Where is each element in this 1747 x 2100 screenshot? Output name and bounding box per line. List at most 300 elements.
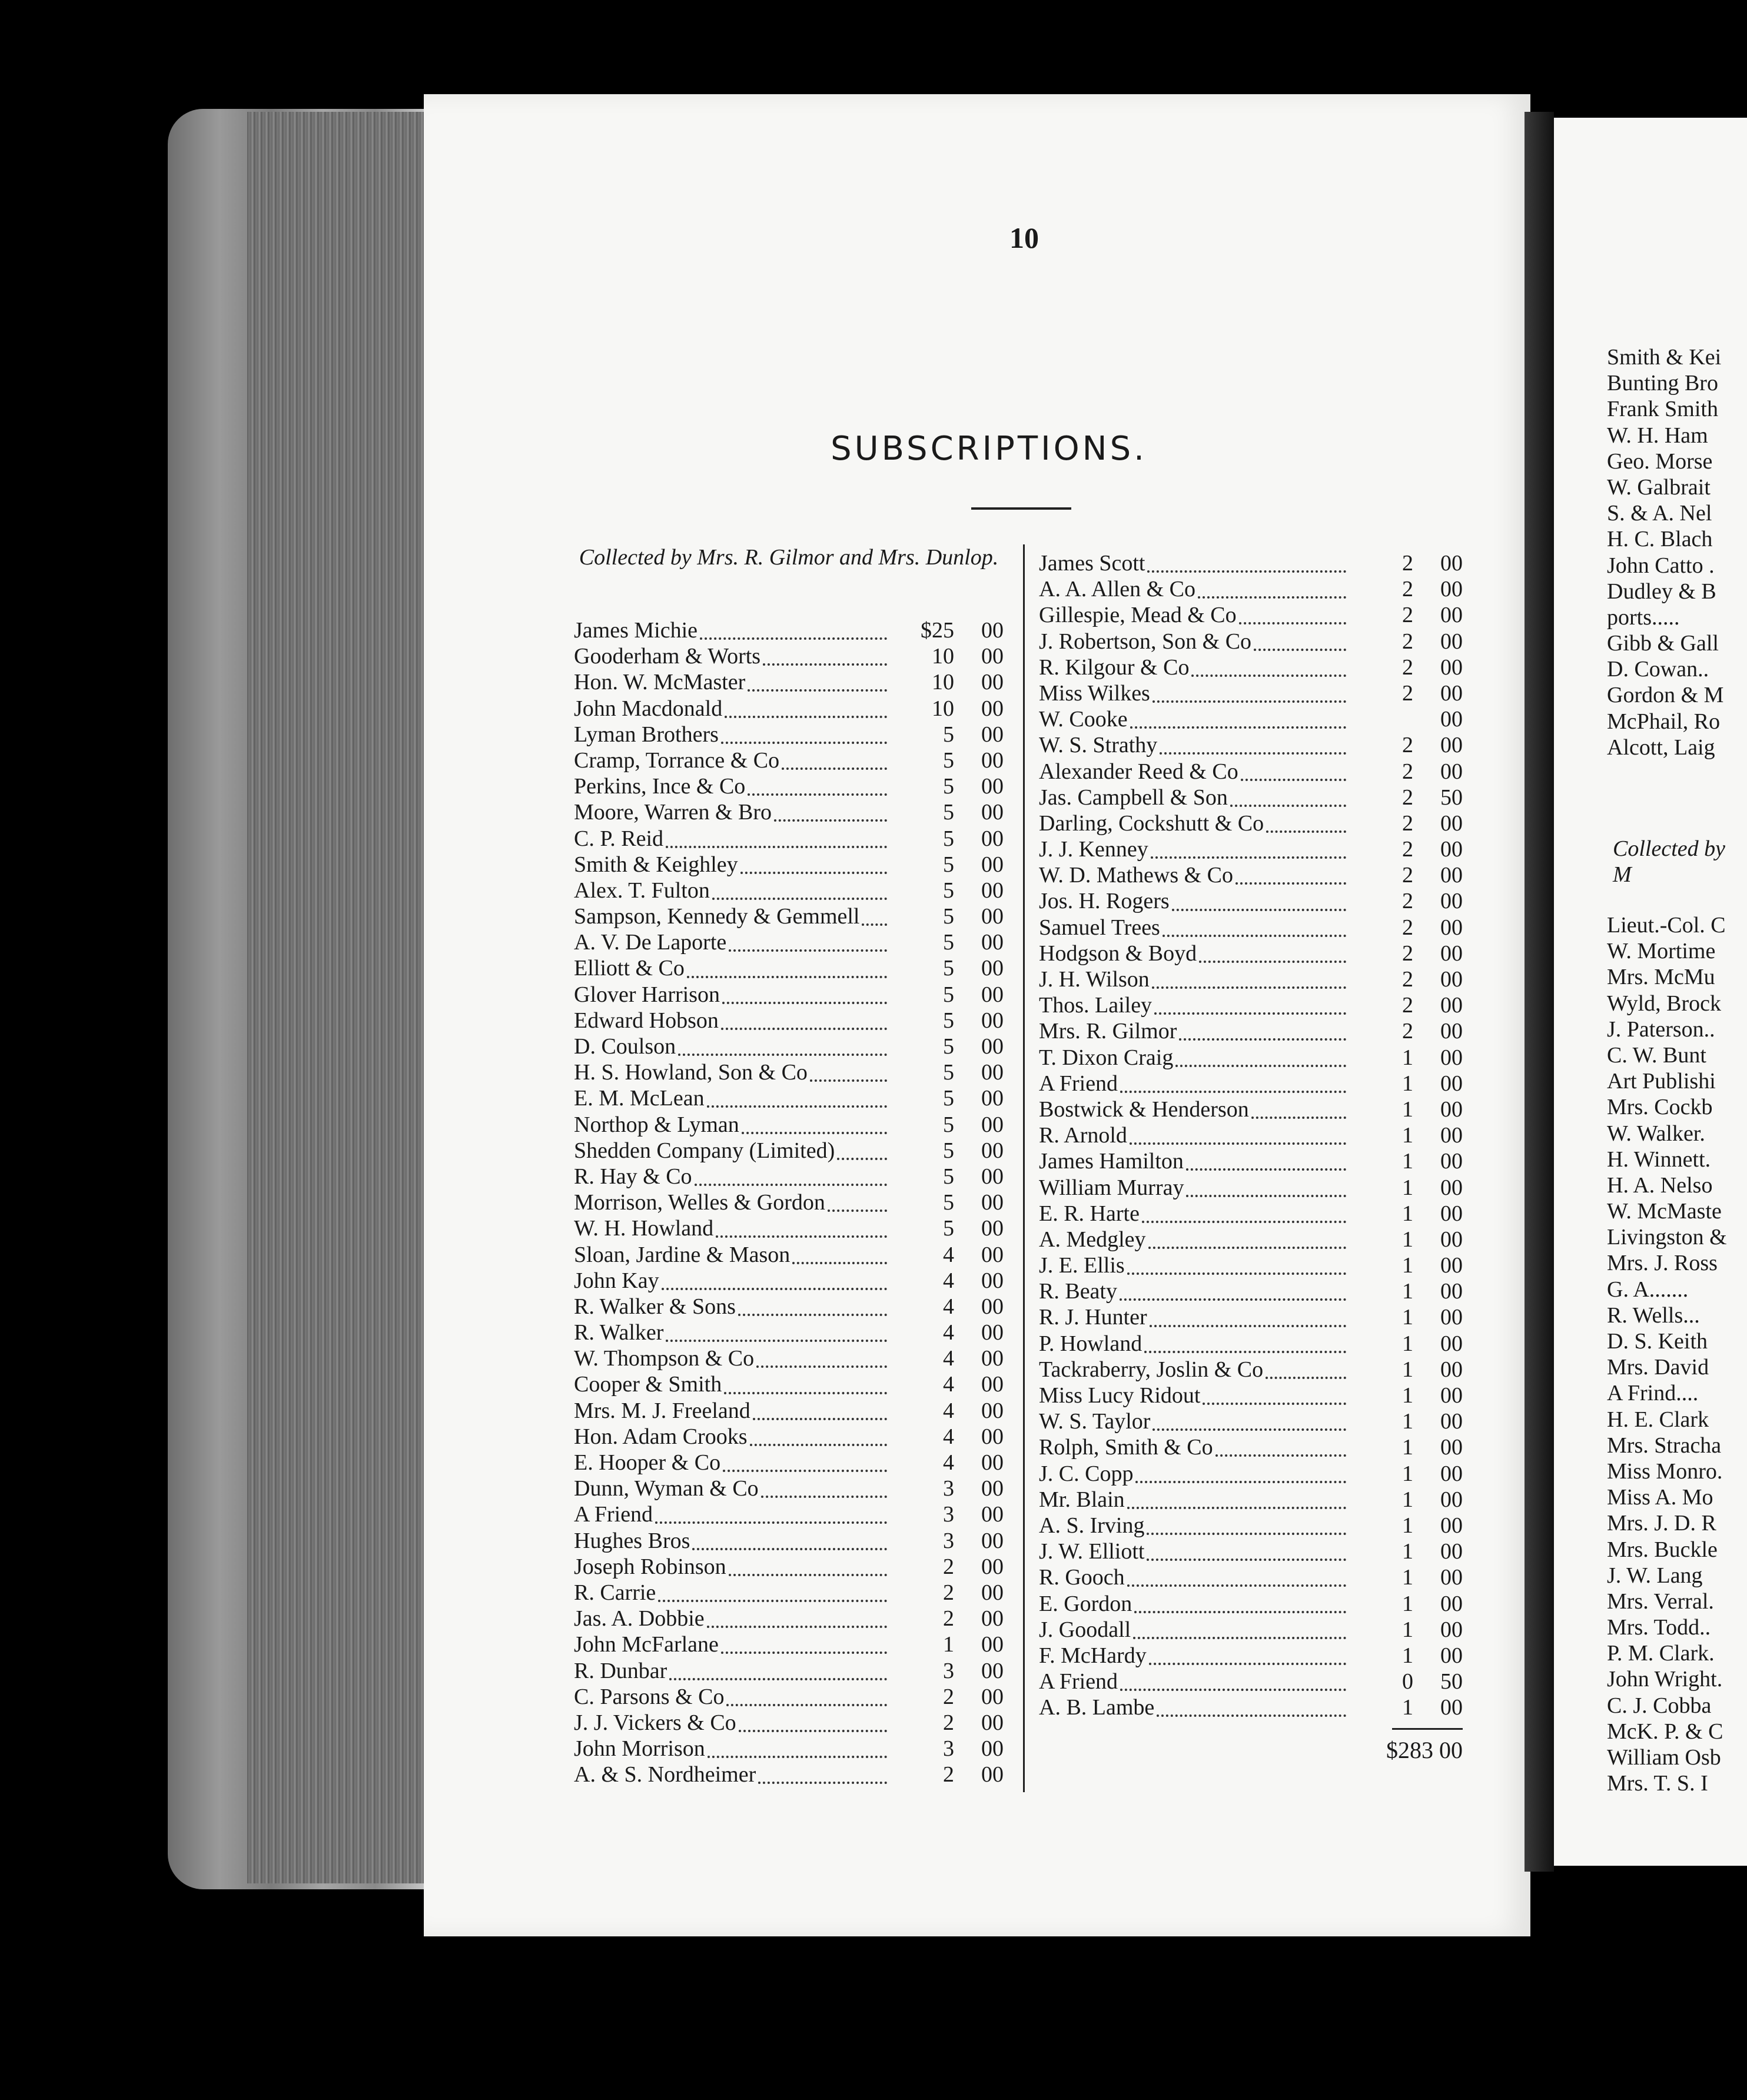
right-page-line: John Wright. [1607,1667,1723,1692]
subscriber-name: W. Thompson & Co [574,1346,755,1371]
subscription-row [1039,1539,1463,1564]
title-rule [971,507,1071,510]
subscription-row [574,799,1004,825]
amount-dollars: 2 [943,1606,954,1632]
amount-dollars: 2 [1402,759,1413,784]
right-page-line: M [1613,862,1632,888]
right-page-line: C. W. Bunt [1607,1042,1706,1068]
subscriber-name: J. J. Kenney [1039,837,1148,862]
dot-leader [774,812,887,822]
dot-leader [716,1228,887,1238]
right-page-line: McPhail, Ro [1607,709,1721,734]
right-page-line: Mrs. Verral. [1607,1589,1714,1614]
subscriber-name: James Michie [574,618,698,643]
subscription-row [1039,1304,1463,1330]
subscription-row [574,1736,1004,1762]
column-total: $283 00 [1386,1737,1463,1763]
amount-dollars: 4 [943,1346,954,1371]
subscription-row [574,1034,1004,1059]
amount-cents: 00 [981,1086,1004,1111]
amount-cents: 00 [981,1216,1004,1241]
right-page-line: C. J. Cobba [1607,1693,1712,1718]
subscription-row [574,617,1004,643]
amount-dollars: 2 [1402,603,1413,628]
subscription-row [574,1059,1004,1085]
dot-leader [837,1151,887,1160]
subscription-row [1039,941,1463,966]
amount-dollars: 2 [1402,577,1413,602]
right-page [1554,118,1747,1866]
dot-leader [761,1488,887,1498]
amount-dollars: 3 [943,1502,954,1527]
subscription-row [1039,1694,1463,1720]
amount-dollars: 5 [943,1086,954,1111]
dot-leader [662,1281,887,1290]
subscription-row [1039,915,1463,941]
amount-dollars: 4 [943,1294,954,1319]
subscription-row [1039,1175,1463,1201]
subscriber-name: Miss Lucy Ridout [1039,1383,1201,1408]
subscription-row [574,955,1004,981]
dot-leader [712,890,887,900]
book-gutter [1525,112,1554,1872]
right-page-collector [1613,836,1725,888]
amount-dollars: 1 [1402,1253,1413,1278]
dot-leader [810,1072,887,1082]
subscription-row [574,1528,1004,1554]
amount-dollars: 1 [1402,1487,1413,1512]
subscriber-name: Mrs. R. Gilmor [1039,1019,1177,1044]
subscriber-name: E. Gordon [1039,1591,1132,1616]
amount-dollars: 2 [943,1580,954,1605]
dot-leader [721,1644,887,1654]
amount-cents: 00 [981,747,1004,773]
subscription-row [1039,1434,1463,1460]
amount-cents: 00 [981,1034,1004,1059]
right-page-line: Wyld, Brock [1607,991,1722,1016]
subscriber-name: W. Cooke [1039,707,1128,732]
amount-dollars: 2 [1402,993,1413,1018]
subscription-row [574,1215,1004,1241]
amount-cents: 00 [981,1658,1004,1683]
subscriber-name: R. Gooch [1039,1565,1125,1590]
amount-dollars: 5 [943,1164,954,1189]
right-page-line: H. C. Blach [1607,527,1713,552]
right-page-line: R. Wells... [1607,1302,1700,1328]
dot-leader [692,1541,887,1550]
amount-cents: 00 [1440,1253,1463,1278]
dot-leader [1198,589,1346,599]
subscription-row [1039,706,1463,732]
amount-dollars: 1 [1402,1591,1413,1616]
subscriber-name: T. Dixon Craig [1039,1045,1174,1070]
subscriber-name: A. S. Irving [1039,1513,1145,1538]
amount-cents: 00 [1440,1409,1463,1434]
subscriber-name: Jos. H. Rogers [1039,889,1170,914]
dot-leader [708,1749,887,1758]
amount-cents: 00 [981,1606,1004,1632]
subscription-row [1039,576,1463,602]
subscription-row [1039,1591,1463,1617]
amount-dollars: 10 [932,644,954,669]
amount-dollars: 2 [943,1762,954,1787]
amount-cents: 00 [1440,629,1463,654]
amount-cents: 00 [981,1242,1004,1267]
subscriber-name: Bostwick & Henderson [1039,1096,1249,1122]
amount-cents: 00 [981,904,1004,929]
subscriber-name: Cooper & Smith [574,1372,722,1397]
subscriber-name: W. D. Mathews & Co [1039,863,1234,888]
subscription-row [1039,680,1463,706]
dot-leader [750,1437,888,1446]
dot-leader [1120,1291,1346,1301]
subscriber-name: John Morrison [574,1736,705,1762]
subscriber-name: Glover Harrison [574,982,720,1007]
subscriber-name: C. P. Reid [574,826,664,851]
amount-dollars: 3 [943,1476,954,1501]
subscription-row [574,696,1004,722]
amount-dollars: 1 [1402,1617,1413,1642]
amount-cents: 00 [981,1632,1004,1657]
subscription-row [1039,759,1463,785]
subscription-row [574,982,1004,1008]
subscriber-name: James Hamilton [1039,1149,1184,1174]
collector-heading: Collected by Mrs. R. Gilmor and Mrs. Dunlop. [579,545,999,570]
subscriber-name: R. Walker [574,1320,664,1345]
dot-leader [1150,1318,1346,1327]
dot-leader [721,735,887,744]
amount-dollars: 5 [943,722,954,747]
dot-leader [1127,1577,1346,1587]
subscription-row [574,1606,1004,1632]
amount-cents: 00 [981,1762,1004,1787]
subscription-row [1039,1461,1463,1487]
dot-leader [666,1333,887,1342]
dot-leader [1152,979,1346,989]
left-subscription-list [574,617,1004,1787]
subscriber-name: Jas. A. Dobbie [574,1606,705,1632]
amount-cents: 00 [981,774,1004,799]
right-page-line: W. Walker. [1607,1121,1705,1146]
amount-dollars: 5 [943,774,954,799]
dot-leader [763,656,887,666]
dot-leader [1127,1500,1346,1509]
dot-leader [1133,1630,1346,1639]
right-page-line: Mrs. T. S. I [1607,1771,1708,1796]
amount-cents: 00 [981,1398,1004,1423]
amount-dollars: 1 [1402,1383,1413,1408]
right-page-line: H. E. Clark [1607,1407,1709,1432]
right-page-line: Alcott, Laig [1607,735,1715,760]
subscriber-name: Miss Wilkes [1039,680,1150,706]
amount-dollars: 1 [1402,1331,1413,1356]
subscription-row [1039,1227,1463,1252]
dot-leader [666,839,887,848]
amount-dollars: 1 [1402,1071,1413,1096]
middle-subscription-list [1039,550,1463,1720]
dot-leader [1175,1058,1346,1067]
amount-cents: 00 [1440,1435,1463,1460]
subscription-row [1039,785,1463,810]
subscription-row [1039,732,1463,758]
amount-cents: 00 [1440,1383,1463,1408]
subscriber-name: H. S. Howland, Son & Co [574,1060,808,1085]
subscriber-name: R. Beaty [1039,1279,1117,1304]
right-page-line: McK. P. & C [1607,1719,1723,1744]
page-number: 10 [1009,221,1039,254]
subscription-row [574,1112,1004,1138]
amount-dollars: 1 [943,1632,954,1657]
dot-leader [1154,1005,1346,1015]
subscriber-name: R. Dunbar [574,1658,667,1683]
amount-dollars: 5 [943,1034,954,1059]
subscription-row [1039,1357,1463,1383]
subscription-row [574,1476,1004,1501]
amount-cents: 00 [1440,863,1463,888]
amount-dollars: 1 [1402,1565,1413,1590]
subscription-row [574,1268,1004,1294]
amount-cents: 00 [981,982,1004,1007]
subscriber-name: J. E. Ellis [1039,1253,1125,1278]
amount-cents: 00 [1440,1461,1463,1486]
subscriber-name: C. Parsons & Co [574,1684,725,1709]
subscription-row [1039,550,1463,576]
subscription-row [574,643,1004,669]
subscription-row [1039,1018,1463,1044]
dot-leader [748,786,887,796]
subscriber-name: R. J. Hunter [1039,1305,1147,1330]
subscription-row [1039,1669,1463,1694]
subscription-row [574,1189,1004,1215]
subscription-row [574,1320,1004,1345]
dot-leader [722,995,887,1004]
subscriber-name: Joseph Robinson [574,1554,726,1579]
right-page-line: W. Mortime [1607,939,1716,964]
subscriber-name: Hodgson & Boyd [1039,941,1197,966]
subscriber-name: D. Coulson [574,1034,676,1059]
amount-cents: 00 [1440,967,1463,992]
amount-cents: 00 [1440,551,1463,576]
subscription-row [574,1554,1004,1580]
subscription-row [1039,992,1463,1018]
subscription-row [574,1398,1004,1424]
right-page-line: W. H. Ham [1607,423,1708,448]
dot-leader [1160,745,1346,755]
dot-leader [729,942,887,952]
amount-cents: 00 [1440,1123,1463,1148]
subscriber-name: William Murray [1039,1175,1184,1200]
amount-dollars: 2 [1402,810,1413,836]
subscriber-name: Alex. T. Fulton [574,878,710,903]
right-page-line: W. McMaste [1607,1199,1722,1224]
subscription-row [574,1008,1004,1034]
amount-dollars: 5 [943,1216,954,1241]
subscriber-name: Alexander Reed & Co [1039,759,1238,784]
dot-leader [1120,1084,1346,1093]
amount-cents: 00 [1440,680,1463,706]
subscriber-name: F. McHardy [1039,1643,1147,1668]
amount-cents: 00 [1440,707,1463,732]
amount-dollars: 2 [943,1684,954,1709]
subscriber-name: J. C. Copp [1039,1461,1134,1486]
subscription-row [1039,966,1463,992]
dot-leader [1266,1370,1346,1379]
subscriber-name: Edward Hobson [574,1008,719,1033]
subscription-row [1039,810,1463,836]
subscriber-name: J. Robertson, Son & Co [1039,629,1252,654]
amount-cents: 00 [1440,1019,1463,1044]
subscription-row [574,929,1004,955]
amount-dollars: 1 [1402,1201,1413,1226]
amount-dollars: 1 [1402,1513,1413,1538]
dot-leader [1186,1161,1346,1171]
sum-rule [1392,1728,1463,1730]
subscription-row [574,852,1004,878]
subscription-row [574,1684,1004,1710]
right-page-line: Dudley & B [1607,579,1716,604]
amount-dollars: 3 [943,1658,954,1683]
right-page-top-list [1607,344,1723,760]
amount-cents: 00 [981,1294,1004,1319]
amount-cents: 00 [981,696,1004,721]
dot-leader [1186,1188,1346,1197]
dot-leader [738,1307,887,1316]
right-page-line: J. Paterson.. [1607,1016,1715,1042]
subscription-row [574,1138,1004,1164]
right-page-line: S. & A. Nel [1607,501,1712,526]
dot-leader [687,969,887,978]
amount-dollars: 2 [1402,1019,1413,1044]
subscription-row [1039,1383,1463,1408]
subscriber-name: Mrs. M. J. Freeland [574,1398,750,1423]
amount-dollars: 2 [1402,837,1413,862]
subscription-row [574,722,1004,747]
dot-leader [1135,1474,1346,1483]
subscription-row [574,773,1004,799]
amount-cents: 00 [1440,1487,1463,1512]
subscription-row [574,1762,1004,1787]
amount-dollars: 2 [1402,654,1413,680]
amount-dollars: 4 [943,1242,954,1267]
subscriber-name: W. S. Taylor [1039,1409,1151,1434]
amount-cents: 00 [1440,1357,1463,1382]
subscriber-name: J. Goodall [1039,1617,1131,1642]
amount-cents: 00 [1440,1201,1463,1226]
subscriber-name: A. B. Lambe [1039,1695,1155,1720]
subscription-row [574,1580,1004,1606]
dot-leader [792,1255,887,1264]
amount-cents: 00 [1440,1539,1463,1564]
amount-dollars: 5 [943,904,954,929]
right-page-line: Mrs. McMu [1607,965,1715,990]
dot-leader [707,1098,887,1108]
amount-cents: 00 [981,1736,1004,1762]
subscription-row [574,1294,1004,1320]
amount-dollars: 2 [943,1554,954,1579]
amount-cents: 00 [981,1008,1004,1033]
subscription-row [1039,654,1463,680]
right-page-line: Smith & Kei [1607,345,1722,370]
subscription-row [1039,1487,1463,1513]
amount-dollars: 4 [943,1424,954,1449]
subscription-row [574,1450,1004,1476]
dot-leader [1127,1265,1346,1275]
subscriber-name: E. Hooper & Co [574,1450,721,1475]
subscriber-name: A Friend [1039,1071,1118,1096]
subscription-row [574,1501,1004,1527]
subscriber-name: W. H. Howland [574,1216,714,1241]
dot-leader [782,760,887,770]
subscription-row [574,1632,1004,1657]
amount-dollars: 1 [1402,1096,1413,1122]
subscription-row [1039,1096,1463,1122]
subscription-row [1039,1617,1463,1643]
dot-leader [1144,1344,1346,1353]
right-page-line: H. A. Nelso [1607,1172,1713,1198]
amount-dollars: 2 [1402,863,1413,888]
right-page-line: Mrs. J. D. R [1607,1511,1716,1536]
amount-dollars: 1 [1402,1175,1413,1200]
dot-leader [1147,563,1346,573]
dot-leader [724,1385,887,1394]
dot-leader [669,1671,887,1680]
amount-dollars: 1 [1402,1435,1413,1460]
right-page-line: Geo. Morse [1607,448,1713,474]
dot-leader [1203,1395,1346,1405]
right-page-line: Miss Monro. [1607,1458,1723,1484]
dot-leader [758,1775,887,1784]
amount-cents: 00 [981,722,1004,747]
amount-dollars: 2 [1402,941,1413,966]
subscriber-name: R. Hay & Co [574,1164,692,1189]
subscription-row [1039,1643,1463,1669]
subscription-row [1039,1045,1463,1071]
subscriber-name: A. V. De Laporte [574,930,727,955]
amount-dollars: 3 [943,1736,954,1762]
amount-dollars: 3 [943,1528,954,1553]
amount-cents: 00 [981,1112,1004,1137]
dot-leader [700,630,887,640]
amount-dollars: 1 [1402,1695,1413,1720]
amount-cents: 00 [981,1164,1004,1189]
amount-dollars: 2 [1402,785,1413,810]
dot-leader [862,916,887,926]
amount-cents: 00 [981,670,1004,695]
amount-cents: 00 [1440,1045,1463,1070]
subscriber-name: R. Walker & Sons [574,1294,736,1319]
dot-leader [1148,1240,1346,1249]
amount-dollars: 1 [1402,1045,1413,1070]
amount-dollars: 1 [1402,1149,1413,1174]
amount-cents: 00 [1440,993,1463,1018]
dot-leader [1191,667,1346,677]
amount-cents: 00 [1440,941,1463,966]
subscriber-name: Mr. Blain [1039,1487,1125,1512]
dot-leader [1153,1421,1346,1431]
dot-leader [726,1697,887,1706]
amount-dollars: 4 [943,1372,954,1397]
amount-cents: 50 [1440,1669,1463,1694]
subscriber-name: J. J. Vickers & Co [574,1710,736,1735]
subscription-row [574,1371,1004,1397]
dot-leader [1254,642,1346,651]
amount-cents: 50 [1440,785,1463,810]
subscription-row [1039,1564,1463,1590]
subscription-row [1039,1408,1463,1434]
subscription-row [574,878,1004,903]
dot-leader [828,1202,887,1212]
right-page-line: Gibb & Gall [1607,631,1719,656]
